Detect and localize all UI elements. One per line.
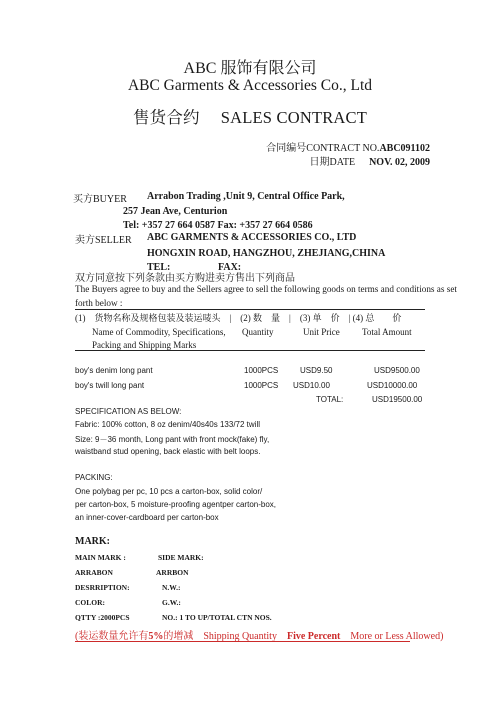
seller-fax: FAX: <box>218 262 242 273</box>
mark-title: MARK: <box>75 536 110 547</box>
column-header-total-amount: Total Amount <box>362 327 412 337</box>
carton-number-mark: NO.: 1 TO UP/TOTAL CTN NOS. <box>162 613 272 622</box>
total-label: TOTAL: <box>316 395 344 404</box>
note-part-3: 的增减 Shipping Quantity <box>163 631 287 642</box>
column-header-commodity-line-2: Packing and Shipping Marks <box>92 340 197 350</box>
table-row-2-name: boy's twill long pant <box>75 381 145 390</box>
side-mark-label: SIDE MARK: <box>158 553 204 562</box>
buyer-line-2: 257 Jean Ave, Centurion <box>123 206 228 217</box>
spec-title: SPECIFICATION AS BELOW: <box>75 407 182 416</box>
table-row-1-price: USD9.50 <box>300 366 333 375</box>
contract-date <box>310 153 431 168</box>
contract-title: 售货合约 SALES CONTRACT <box>132 108 368 127</box>
table-header-rule <box>75 350 425 351</box>
net-weight-label: N.W.: <box>162 583 181 592</box>
spec-line-1: Fabric: 100% cotton, 8 oz denim/40s40s 133/72 twill <box>75 420 260 429</box>
spec-line-2: Size: 9－36 month, Long pant with front mock(fake) fly, <box>75 435 270 444</box>
company-name-cn: ABC 服饰有限公司 <box>183 60 317 77</box>
company-name-en: ABC Garments & Accessories Co., Ltd <box>127 77 373 94</box>
seller-line-2: HONGXIN ROAD, HANGZHOU, ZHEJIANG,CHINA <box>147 248 386 259</box>
color-label: COLOR: <box>75 598 105 607</box>
buyer-line-3: Tel: +357 27 664 0587 Fax: +357 27 664 0586 <box>123 220 313 231</box>
table-top-rule <box>75 309 425 310</box>
note-part-5: More or Less Allowed) <box>340 631 444 642</box>
note-five-percent: Five Percent <box>286 631 341 642</box>
table-header-cn: (1) 货物名称及规格包装及装运唛头 | (2) 数 量 | (3) 单 价 | (4) 总 价 <box>75 313 402 323</box>
seller-tel: TEL: <box>147 262 171 273</box>
agreement-cn: 双方同意按下列条款由买方购进卖方售出下列商品 <box>75 273 295 284</box>
contract-date-label: 日期DATE <box>309 157 356 168</box>
agreement-en-line-2: forth below : <box>75 298 123 308</box>
side-mark-value: ARRBON <box>156 568 189 577</box>
contract-number <box>266 139 430 154</box>
packing-title: PACKING: <box>75 473 113 482</box>
contract-number-label: 合同编号CONTRACT NO. <box>266 143 380 154</box>
table-row-1-qty: 1000PCS <box>244 366 279 375</box>
seller-line-1: ABC GARMENTS & ACCESSORIES CO., LTD <box>147 232 357 243</box>
contract-number-value: ABC091102 <box>379 143 430 154</box>
table-row-2-qty: 1000PCS <box>244 381 279 390</box>
packing-line-3: an inner-cover-cardboard per carton-box <box>75 513 219 522</box>
buyer-label: 买方BUYER <box>73 194 127 205</box>
note-part-1: (装运数量允许有 <box>75 631 149 642</box>
main-mark-value: ARRABON <box>75 568 113 577</box>
total-value: USD19500.00 <box>372 395 423 404</box>
seller-label: 卖方SELLER <box>75 235 132 246</box>
main-mark-label: MAIN MARK : <box>75 553 126 562</box>
spec-line-3: waistband stud opening, back elastic with belt loops. <box>75 447 261 456</box>
column-header-unit-price: Unit Price <box>303 327 340 337</box>
note-underline <box>75 641 410 642</box>
buyer-line-1: Arrabon Trading ,Unit 9, Central Office Park, <box>147 191 345 202</box>
shipping-quantity-note <box>75 627 443 642</box>
column-header-commodity: Name of Commodity, Specifications, <box>92 327 226 337</box>
table-row-1-name: boy's denim long pant <box>75 366 153 375</box>
table-row-2-total: USD10000.00 <box>367 381 418 390</box>
contract-date-value: NOV. 02, 2009 <box>369 157 430 168</box>
table-row-1-total: USD9500.00 <box>374 366 420 375</box>
quantity-mark: QTTY :2000PCS <box>75 613 130 622</box>
description-label: DESRRIPTION: <box>75 583 130 592</box>
note-percent: 5% <box>148 631 164 642</box>
gross-weight-label: G.W.: <box>162 598 181 607</box>
table-row-2-price: USD10.00 <box>293 381 330 390</box>
packing-line-2: per carton-box, 5 moisture-proofing agentper carton-box, <box>75 500 276 509</box>
agreement-en-line-1: The Buyers agree to buy and the Sellers agree to sell the following goods on terms and conditions as set <box>75 284 457 294</box>
packing-line-1: One polybag per pc, 10 pcs a carton-box, solid color/ <box>75 487 263 496</box>
column-header-quantity: Quantity <box>242 327 274 337</box>
